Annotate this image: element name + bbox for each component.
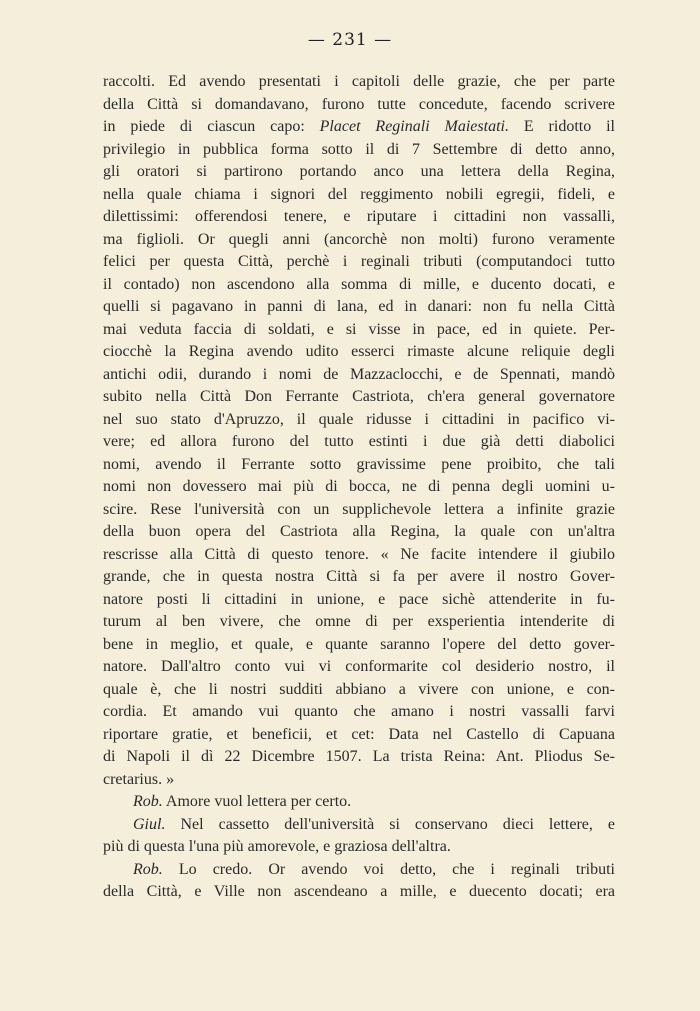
line-text: rescrisse alla Città di questo tenore. « Ne facite intendere il giubilo xyxy=(103,545,615,563)
text-line xyxy=(103,364,615,387)
text-line xyxy=(103,521,615,544)
body-text xyxy=(103,71,615,904)
text-line xyxy=(103,656,615,679)
text-line xyxy=(103,769,615,792)
text-line xyxy=(103,251,615,274)
text-line xyxy=(103,814,615,837)
line-text: ciocchè la Regina avendo udito esserci rimaste alcune reliquie degli xyxy=(103,343,615,360)
line-text: Amore vuol lettera per certo. xyxy=(162,793,352,810)
text-line xyxy=(103,544,615,567)
text-line xyxy=(103,454,615,477)
italic-text: Placet Reginali Maiestati. xyxy=(319,118,509,135)
line-text: felici per questa Città, perchè i reginali tributi (computandoci tutto xyxy=(103,253,615,270)
text-line xyxy=(103,184,615,207)
text-line xyxy=(103,791,615,814)
line-text: natore. Dall'altro conto vui vi conformarite col desiderio nostro, il xyxy=(103,658,615,675)
line-text: nella quale chiama i signori del reggimento nobili egregii, fideli, e xyxy=(103,185,615,203)
text-line xyxy=(103,566,615,589)
line-text: E ridotto il xyxy=(508,118,615,135)
line-text: scire. Rese l'università con un supplichevole lettera a infinite grazie xyxy=(103,500,615,518)
line-text: nomi non dovessero mai più di bocca, ne di penna degli uomini u- xyxy=(103,478,615,495)
line-text: quale è, che li nostri sudditi abbiano a vivere con unione, e con- xyxy=(103,680,615,698)
line-text: cretarius. » xyxy=(103,770,175,788)
line-text: nel suo stato d'Apruzzo, il quale ridusse i cittadini in pacifico vi- xyxy=(103,410,615,428)
text-line xyxy=(103,386,615,409)
line-text: quelli si pagavano in panni di lana, ed in danari: non fu nella Città xyxy=(103,298,615,315)
line-text: più di questa l'una più amorevole, e graziosa dell'altra. xyxy=(103,838,451,855)
line-text: dilettissimi: offerendosi tenere, e riputare i cittadini non vassalli, xyxy=(103,208,615,225)
text-line xyxy=(103,139,615,162)
text-line xyxy=(103,634,615,657)
line-text: Nel cassetto dell'università si conservano dieci lettere, e xyxy=(165,815,615,833)
line-text: mai veduta faccia di soldati, e si visse in pace, ed in quiete. Per- xyxy=(103,320,615,338)
text-line xyxy=(103,701,615,724)
line-text: privilegio in pubblica forma sotto il di 7 Settembre di detto anno, xyxy=(103,140,615,158)
line-text: il contado) non ascendono alla somma di mille, e ducento docati, e xyxy=(103,275,615,293)
text-line xyxy=(103,296,615,319)
line-text: della buon opera del Castriota alla Regina, la quale con un'altra xyxy=(103,523,615,540)
text-line xyxy=(103,881,615,904)
line-text: riportare gratie, et beneficii, et cet: Data nel Castello di Capuana xyxy=(103,725,615,743)
text-line xyxy=(103,611,615,634)
speaker-name: Rob. xyxy=(133,793,163,810)
speaker-name: Giul. xyxy=(133,815,166,833)
line-text: raccolti. Ed avendo presentati i capitoli delle grazie, che per parte xyxy=(103,73,615,90)
text-line xyxy=(103,274,615,297)
line-text: Lo credo. Or avendo voi detto, che i reginali tributi xyxy=(162,860,615,878)
text-line xyxy=(103,679,615,702)
page-number: — 231 — xyxy=(307,30,393,50)
text-line xyxy=(103,71,615,94)
line-text: cordia. Et amando vui quanto che amano i nostri vassalli farvi xyxy=(103,703,615,720)
text-line xyxy=(103,589,615,612)
text-line xyxy=(103,431,615,454)
text-line xyxy=(103,476,615,499)
text-line xyxy=(103,836,615,859)
text-line xyxy=(103,116,615,139)
line-text: di Napoli il dì 22 Dicembre 1507. La trista Reina: Ant. Pliodus Se- xyxy=(103,748,615,765)
text-line xyxy=(103,746,615,769)
text-line xyxy=(103,94,615,117)
text-line xyxy=(103,724,615,747)
text-line xyxy=(103,341,615,364)
text-line xyxy=(103,859,615,882)
line-text: subito nella Città Don Ferrante Castriota, ch'era general governatore xyxy=(103,388,615,405)
speaker-name: Rob. xyxy=(133,860,163,878)
line-text: turum al ben vivere, che omne di per exsperientia intenderite di xyxy=(103,613,615,630)
line-text: nomi, avendo il Ferrante sotto gravissime pene proibito, che tali xyxy=(103,455,615,473)
line-text: bene in meglio, et quale, e quante saranno l'opere del detto gover- xyxy=(103,635,615,653)
line-text: ma figlioli. Or quegli anni (ancorchè non molti) furono veramente xyxy=(103,230,615,248)
line-text: in piede di ciascun capo: xyxy=(103,118,320,135)
line-text: grande, che in questa nostra Città si fa per avere il nostro Gover- xyxy=(103,568,615,585)
text-line xyxy=(103,409,615,432)
line-text: della Città, e Ville non ascendeano a mille, e duecento docati; era xyxy=(103,883,615,900)
line-text: natore posti li cittadini in unione, e pace sichè attenderite in fu- xyxy=(103,590,615,608)
line-text: vere; ed allora furono del tutto estinti i due già detti diabolici xyxy=(103,433,615,450)
text-line xyxy=(103,206,615,229)
line-text: della Città si domandavano, furono tutte concedute, facendo scrivere xyxy=(103,95,615,113)
text-line xyxy=(103,319,615,342)
line-text: antichi odii, durando i nomi de Mazzaclocchi, e de Spennati, mandò xyxy=(103,365,615,383)
text-line xyxy=(103,161,615,184)
text-line xyxy=(103,229,615,252)
line-text: gli oratori si partirono portando anco una lettera della Regina, xyxy=(103,163,615,180)
text-line xyxy=(103,499,615,522)
